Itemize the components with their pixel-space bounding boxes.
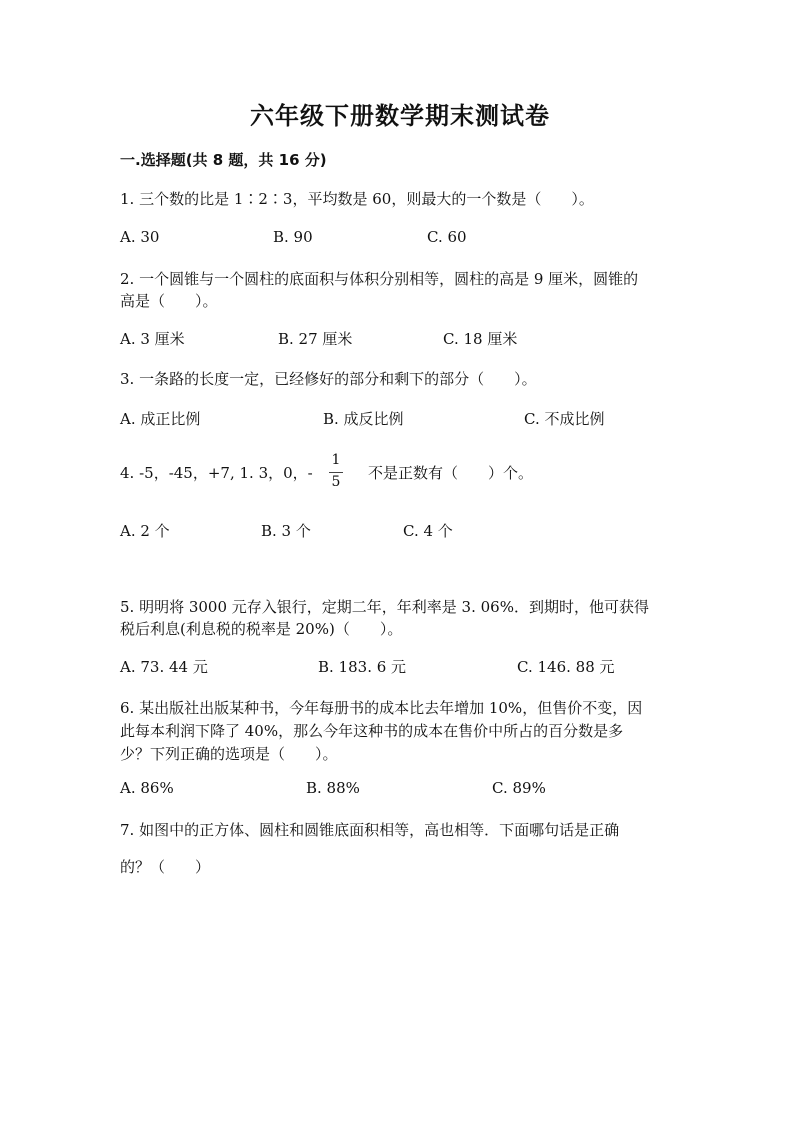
page-title: 六年级下册数学期末测试卷 <box>250 101 550 130</box>
fraction-denominator: 5 <box>331 474 341 490</box>
question-3-option-b: B. 成反比例 <box>323 410 404 428</box>
question-1-option-b: B. 90 <box>273 228 313 246</box>
question-3-text: 3. 一条路的长度一定，已经修好的部分和剩下的部分（ ）。 <box>120 370 537 388</box>
question-1-option-c: C. 60 <box>427 228 467 246</box>
question-6-text-line2: 此每本利润下降了 40%，那么今年这种书的成本在售价中所占的百分数是多 <box>120 722 624 740</box>
question-2-option-c: C. 18 厘米 <box>443 330 518 348</box>
fraction-bar <box>329 472 343 473</box>
question-3-option-a: A. 成正比例 <box>120 410 201 428</box>
question-4-option-c: C. 4 个 <box>403 522 453 540</box>
fraction-numerator: 1 <box>331 452 341 468</box>
question-6-text-line1: 6. 某出版社出版某种书，今年每册书的成本比去年增加 10%，但售价不变，因 <box>120 699 643 717</box>
question-7-text-line2: 的？（ ） <box>120 858 211 876</box>
question-2-text-line2: 高是（ ）。 <box>120 292 218 310</box>
question-6-text-line3: 少？下列正确的选项是（ ）。 <box>120 745 338 763</box>
question-6-option-a: A. 86% <box>120 779 174 797</box>
question-1-text: 1. 三个数的比是 1∶2∶3，平均数是 60，则最大的一个数是（ ）。 <box>120 190 594 208</box>
question-4-text-suffix: 不是正数有（ ）个。 <box>368 464 534 482</box>
question-5-text-line1: 5. 明明将 3000 元存入银行，定期二年，年利率是 3. 06%．到期时，他可获得 <box>120 598 649 616</box>
question-2-option-b: B. 27 厘米 <box>278 330 353 348</box>
section-heading: 一.选择题(共 8 题，共 16 分) <box>120 151 327 169</box>
question-5-option-c: C. 146. 88 元 <box>517 658 615 676</box>
question-2-option-a: A. 3 厘米 <box>120 330 185 348</box>
question-6-option-c: C. 89% <box>492 779 546 797</box>
question-1-option-a: A. 30 <box>120 228 160 246</box>
question-5-option-a: A. 73. 44 元 <box>120 658 208 676</box>
question-4-option-a: A. 2 个 <box>120 522 170 540</box>
question-6-option-b: B. 88% <box>306 779 360 797</box>
question-4-option-b: B. 3 个 <box>261 522 311 540</box>
question-5-text-line2: 税后利息(利息税的税率是 20%)（ ）。 <box>120 620 403 638</box>
question-3-option-c: C. 不成比例 <box>524 410 605 428</box>
question-4-text-prefix: 4. -5，-45，+7, 1. 3，0，- <box>120 464 313 482</box>
question-5-option-b: B. 183. 6 元 <box>318 658 407 676</box>
question-2-text-line1: 2. 一个圆锥与一个圆柱的底面积与体积分别相等，圆柱的高是 9 厘米，圆锥的 <box>120 270 639 288</box>
question-7-text-line1: 7. 如图中的正方体、圆柱和圆锥底面积相等，高也相等．下面哪句话是正确 <box>120 821 620 839</box>
